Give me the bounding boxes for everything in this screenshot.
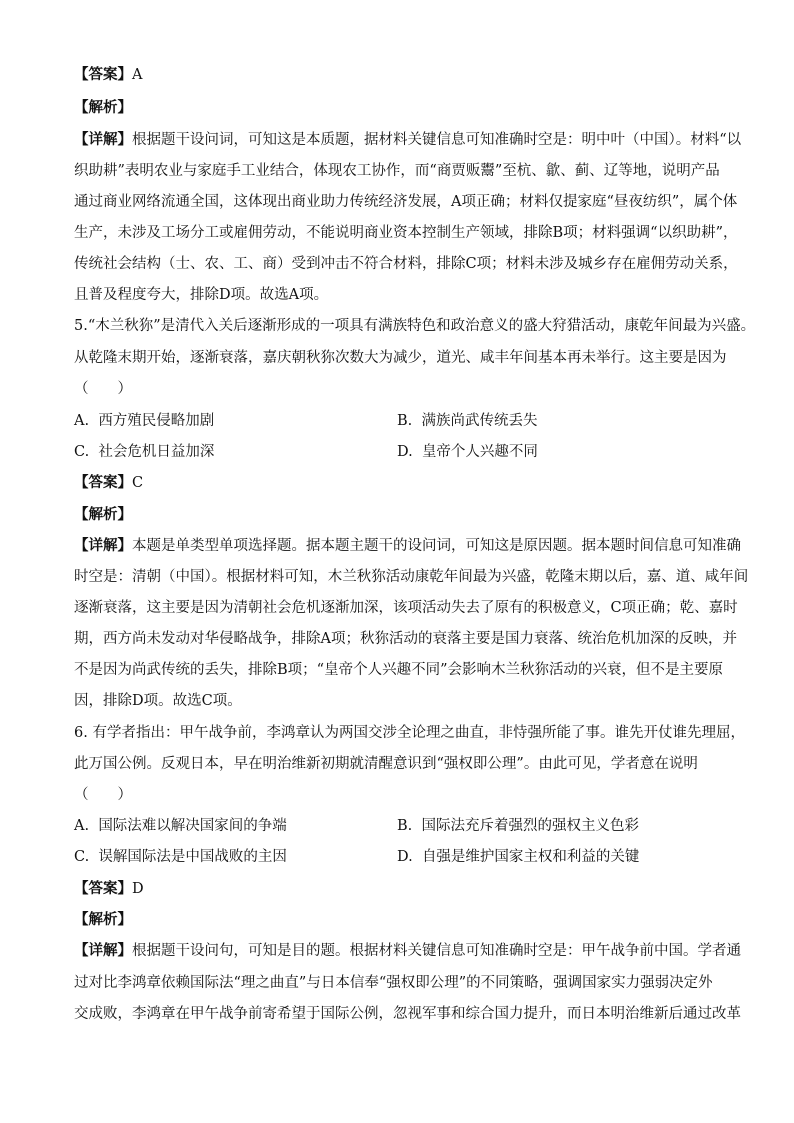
detail-tag: 【详解】 — [74, 537, 132, 554]
detail-line: 交成败，李鸿章在甲午战争前寄希望于国际公例，忽视军事和综合国力提升，而日本明治维新后通过改革 — [74, 1006, 741, 1022]
detail-line: 因，排除D项。故选C项。 — [74, 693, 242, 709]
detail-line: 通过商业网络流通全国，这体现出商业助力传统经济发展，A项正确；材料仅提家庭“昼夜纺织”，属个体 — [74, 194, 738, 210]
option-label: C. — [74, 444, 90, 460]
detail-tag: 【详解】 — [74, 131, 132, 148]
option-label: C. — [74, 849, 90, 865]
option-label: A. — [74, 818, 90, 834]
question-stem: 从乾隆末期开始，逐渐衰落，嘉庆朝秋狝次数大为减少，道光、咸丰年间基本再未举行。这主要是因为 — [74, 350, 727, 366]
option-d — [397, 442, 538, 462]
answer-tag: 【答案】 — [74, 474, 132, 491]
option-label: D. — [397, 849, 413, 865]
question-blank: （ ） — [74, 381, 132, 397]
option-label: B. — [397, 413, 413, 429]
answer-line — [74, 65, 142, 85]
detail-line: 传统社会结构（士、农、工、商）受到冲击不符合材料，排除C项；材料未涉及城乡存在雇佣劳动关系， — [74, 256, 738, 272]
detail-line: 时空是：清朝（中国）。根据材料可知，木兰秋狝活动康乾年间最为兴盛，乾隆末期以后，嘉、道、咸年间 — [74, 569, 749, 585]
detail-line — [74, 536, 741, 556]
option-c — [74, 442, 214, 462]
answer-value: A — [132, 67, 143, 83]
detail-line — [74, 130, 741, 150]
detail-line: 且普及程度夸大，排除D项。故选A项。 — [74, 287, 329, 303]
detail-text: 本题是单类型单项选择题。据本题主题干的设问词，可知这是原因题。据本题时间信息可知准确 — [132, 538, 741, 554]
question-stem: 此万国公例。反观日本，早在明治维新初期就清醒意识到“强权即公理”。由此可见，学者意在说明 — [74, 756, 698, 772]
option-text: 西方殖民侵略加剧 — [98, 413, 215, 429]
question-stem: 6. 有学者指出：甲午战争前，李鸿章认为两国交涉全论理之曲直，非恃强所能了事。谁先开仗谁先理屈， — [74, 725, 745, 741]
analysis-tag: 【解析】 — [74, 911, 132, 928]
option-b — [397, 816, 639, 836]
detail-line: 生产，未涉及工场分工或雇佣劳动，不能说明商业资本控制生产领域，排除B项；材料强调“以织助耕”， — [74, 225, 738, 241]
option-text: 皇帝个人兴趣不同 — [421, 444, 538, 460]
answer-line — [74, 473, 143, 493]
option-text: 误解国际法是中国战败的主因 — [98, 849, 287, 865]
option-a — [74, 816, 287, 836]
analysis-tag: 【解析】 — [74, 99, 132, 116]
detail-line: 期，西方尚未发动对华侵略战争，排除A项；秋狝活动的衰落主要是国力衰落、统治危机加深的反映，并 — [74, 631, 737, 647]
detail-line: 不是因为尚武传统的丢失，排除B项；“皇帝个人兴趣不同”会影响木兰秋狝活动的兴衰，但不是主要原 — [74, 662, 723, 678]
detail-line: 逐渐衰落，这主要是因为清朝社会危机逐渐加深，该项活动失去了原有的积极意义，C项正确；乾、嘉时 — [74, 600, 738, 616]
option-c — [74, 847, 287, 867]
answer-line — [74, 879, 144, 899]
detail-tag: 【详解】 — [74, 942, 132, 959]
detail-text: 根据题干设问词，可知这是本质题，据材料关键信息可知准确时空是：明中叶（中国）。材料“以 — [132, 132, 742, 148]
option-text: 国际法难以解决国家间的争端 — [98, 818, 287, 834]
option-text: 国际法充斥着强烈的强权主义色彩 — [421, 818, 639, 834]
detail-text: 根据题干设问句，可知是目的题。根据材料关键信息可知准确时空是：甲午战争前中国。学者通 — [132, 943, 741, 959]
answer-value: C — [132, 475, 144, 491]
question-blank: （ ） — [74, 787, 132, 803]
option-label: A. — [74, 413, 90, 429]
detail-line — [74, 941, 741, 961]
detail-line: 过对比李鸿章依赖国际法“理之曲直”与日本信奉“强权即公理”的不同策略，强调国家实力强弱决定外 — [74, 975, 713, 991]
answer-value: D — [132, 881, 144, 897]
answer-tag: 【答案】 — [74, 880, 132, 897]
option-label: B. — [397, 818, 413, 834]
detail-line: 织助耕”表明农业与家庭手工业结合，体现农工协作，而“商贾贩鬻”至杭、歙、蓟、辽等地，说明产品 — [74, 163, 720, 179]
option-b — [397, 411, 537, 431]
option-text: 满族尚武传统丢失 — [421, 413, 538, 429]
option-a — [74, 411, 214, 431]
option-text: 自强是维护国家主权和利益的关键 — [421, 849, 640, 865]
option-label: D. — [397, 444, 413, 460]
question-stem: 5.“木兰秋狝”是清代入关后逐渐形成的一项具有满族特色和政治意义的盛大狩猎活动，康乾年间最为兴盛。 — [74, 318, 756, 334]
answer-tag: 【答案】 — [74, 66, 132, 83]
option-text: 社会危机日益加深 — [98, 444, 215, 460]
option-d — [397, 847, 639, 867]
analysis-tag: 【解析】 — [74, 506, 132, 523]
